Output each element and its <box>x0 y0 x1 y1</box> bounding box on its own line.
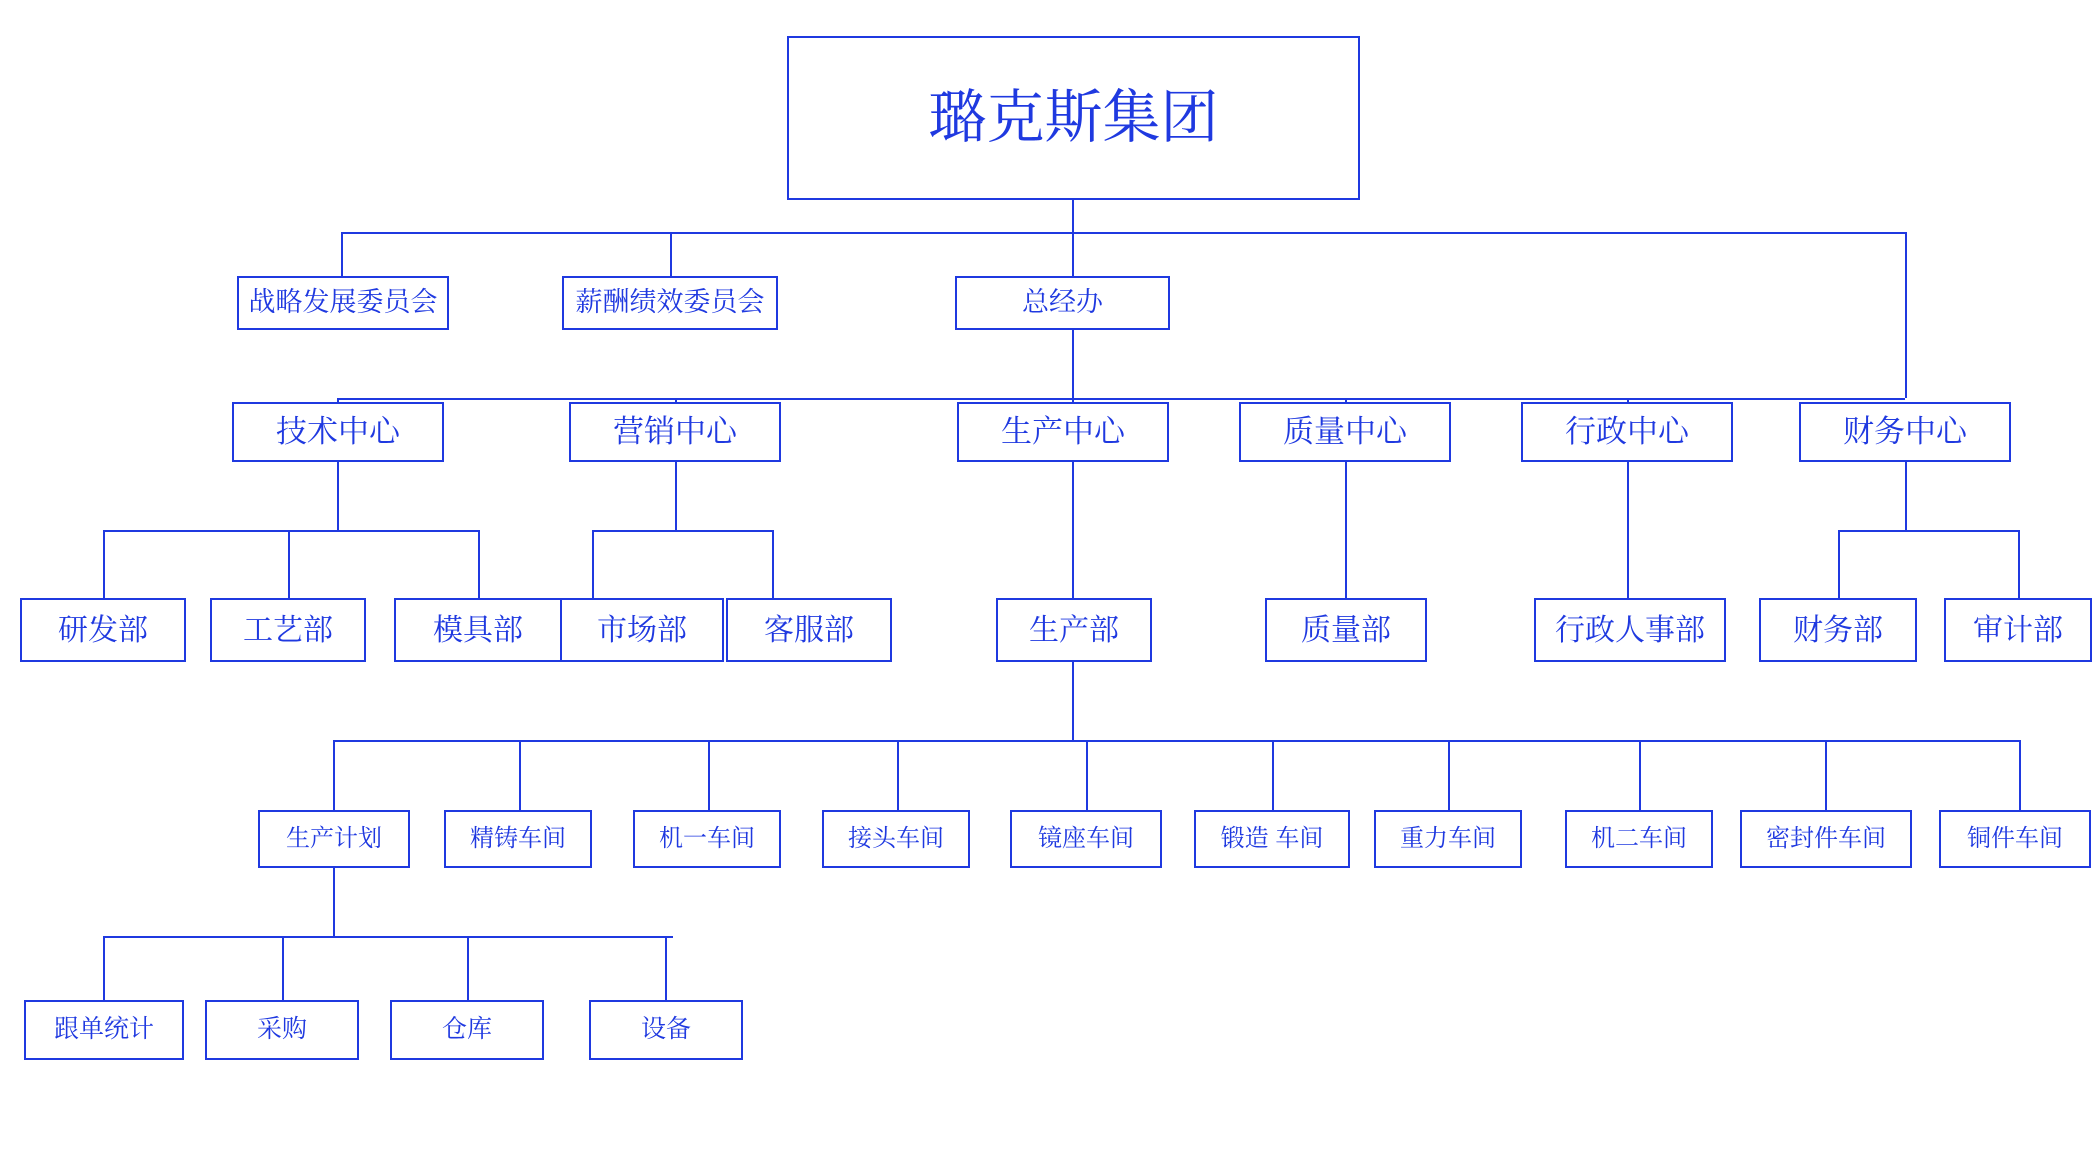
connector-drop-lensbase <box>1086 740 1088 810</box>
connector-drop-machine2 <box>1639 740 1641 810</box>
node-label: 重力车间 <box>1400 824 1496 852</box>
connector-root-stem <box>1072 200 1074 232</box>
node-dept-production[interactable] <box>996 598 1152 662</box>
node-workshop-machine-two[interactable] <box>1565 810 1713 868</box>
connector-drop-gm <box>1072 232 1074 276</box>
node-dept-finance[interactable] <box>1759 598 1917 662</box>
node-unit-warehouse[interactable] <box>390 1000 544 1060</box>
connector-drop-finance-dept <box>1838 530 1840 598</box>
connector-drop-machine1 <box>708 740 710 810</box>
connector-admin-stem <box>1627 462 1629 598</box>
connector-centers-bus <box>337 398 1905 400</box>
node-label: 镜座车间 <box>1038 824 1134 852</box>
node-dept-customer-service[interactable] <box>726 598 892 662</box>
node-workshop-production-plan[interactable] <box>258 810 410 868</box>
node-general-manager-office[interactable] <box>955 276 1170 330</box>
node-label: 质量部 <box>1301 613 1391 647</box>
connector-drop-warehouse <box>467 936 469 1000</box>
node-label: 密封件车间 <box>1766 824 1886 852</box>
connector-drop-audit-dept <box>2018 530 2020 598</box>
node-label: 质量中心 <box>1283 413 1407 449</box>
node-unit-order-tracking[interactable] <box>24 1000 184 1060</box>
node-dept-quality[interactable] <box>1265 598 1427 662</box>
node-workshop-joint[interactable] <box>822 810 970 868</box>
node-label: 机一车间 <box>659 824 755 852</box>
node-label: 客服部 <box>764 613 854 647</box>
node-committee-strategy[interactable] <box>237 276 449 330</box>
node-root-label: 璐克斯集团 <box>928 85 1219 151</box>
connector-marketing-stem <box>675 462 677 530</box>
node-center-marketing[interactable] <box>569 402 781 462</box>
connector-drop-forging <box>1272 740 1274 810</box>
connector-drop-market <box>592 530 594 598</box>
connector-drop-seal <box>1825 740 1827 810</box>
node-label: 财务部 <box>1793 613 1883 647</box>
node-root[interactable] <box>787 36 1360 200</box>
node-workshop-machine-one[interactable] <box>633 810 781 868</box>
node-label: 采购 <box>256 1015 307 1044</box>
connector-drop-joint <box>897 740 899 810</box>
node-center-quality[interactable] <box>1239 402 1451 462</box>
node-label: 铜件车间 <box>1967 824 2063 852</box>
node-center-admin[interactable] <box>1521 402 1733 462</box>
connector-drop-strategy <box>341 232 343 276</box>
connector-level1-bus <box>341 232 1905 234</box>
node-dept-audit[interactable] <box>1944 598 2092 662</box>
connector-drop-rd <box>103 530 105 598</box>
connector-plan-bus <box>103 936 673 938</box>
node-center-technology[interactable] <box>232 402 444 462</box>
node-label: 行政人事部 <box>1555 613 1705 647</box>
connector-gm-stem <box>1072 330 1074 398</box>
connector-drop-finance-center <box>1905 232 1907 398</box>
node-label: 薪酬绩效委员会 <box>575 287 765 318</box>
node-label: 总经办 <box>1022 287 1103 318</box>
node-label: 模具部 <box>433 613 523 647</box>
node-unit-purchasing[interactable] <box>205 1000 359 1060</box>
connector-drop-process <box>288 530 290 598</box>
connector-production-stem <box>1072 462 1074 598</box>
node-workshop-gravity[interactable] <box>1374 810 1522 868</box>
node-label: 仓库 <box>441 1015 492 1044</box>
node-label: 营销中心 <box>613 413 737 449</box>
connector-drop-gravity <box>1448 740 1450 810</box>
connector-workshops-bus <box>333 740 2019 742</box>
connector-finance-bus <box>1838 530 2018 532</box>
connector-drop-followup <box>103 936 105 1000</box>
connector-drop-comp <box>670 232 672 276</box>
node-workshop-copper[interactable] <box>1939 810 2091 868</box>
node-label: 财务中心 <box>1843 413 1967 449</box>
node-label: 锻造 车间 <box>1220 824 1324 852</box>
node-label: 设备 <box>640 1015 691 1044</box>
connector-drop-equipment <box>665 936 667 1000</box>
connector-drop-service <box>772 530 774 598</box>
node-center-finance[interactable] <box>1799 402 2011 462</box>
node-label: 技术中心 <box>276 413 400 449</box>
node-label: 接头车间 <box>848 824 944 852</box>
node-label: 生产部 <box>1029 613 1119 647</box>
node-workshop-lens-base[interactable] <box>1010 810 1162 868</box>
node-dept-mold[interactable] <box>394 598 562 662</box>
connector-prod-dept-stem <box>1072 662 1074 740</box>
connector-drop-copper <box>2019 740 2021 810</box>
connector-tech-stem <box>337 462 339 530</box>
connector-marketing-bus <box>592 530 772 532</box>
node-label: 生产中心 <box>1001 413 1125 449</box>
connector-quality-stem <box>1345 462 1347 598</box>
node-dept-market[interactable] <box>560 598 724 662</box>
connector-finance-stem <box>1905 462 1907 530</box>
node-dept-admin-hr[interactable] <box>1534 598 1726 662</box>
connector-drop-plan <box>333 740 335 810</box>
node-label: 市场部 <box>597 613 687 647</box>
node-label: 研发部 <box>58 613 148 647</box>
connector-drop-mold <box>478 530 480 598</box>
node-center-production[interactable] <box>957 402 1169 462</box>
node-label: 机二车间 <box>1591 824 1687 852</box>
node-label: 审计部 <box>1973 613 2063 647</box>
node-dept-process[interactable] <box>210 598 366 662</box>
node-label: 跟单统计 <box>53 1015 154 1044</box>
node-committee-compensation[interactable] <box>562 276 778 330</box>
connector-tech-bus <box>103 530 478 532</box>
connector-drop-purchase <box>282 936 284 1000</box>
connector-drop-casting <box>519 740 521 810</box>
node-label: 工艺部 <box>243 613 333 647</box>
connector-plan-stem <box>333 868 335 936</box>
node-label: 行政中心 <box>1565 413 1689 449</box>
node-label: 生产计划 <box>286 824 382 852</box>
node-workshop-forging[interactable] <box>1194 810 1350 868</box>
node-label: 精铸车间 <box>470 824 566 852</box>
node-label: 战略发展委员会 <box>248 287 438 318</box>
node-dept-rd[interactable] <box>20 598 186 662</box>
node-workshop-seal[interactable] <box>1740 810 1912 868</box>
node-unit-equipment[interactable] <box>589 1000 743 1060</box>
node-workshop-precision-casting[interactable] <box>444 810 592 868</box>
